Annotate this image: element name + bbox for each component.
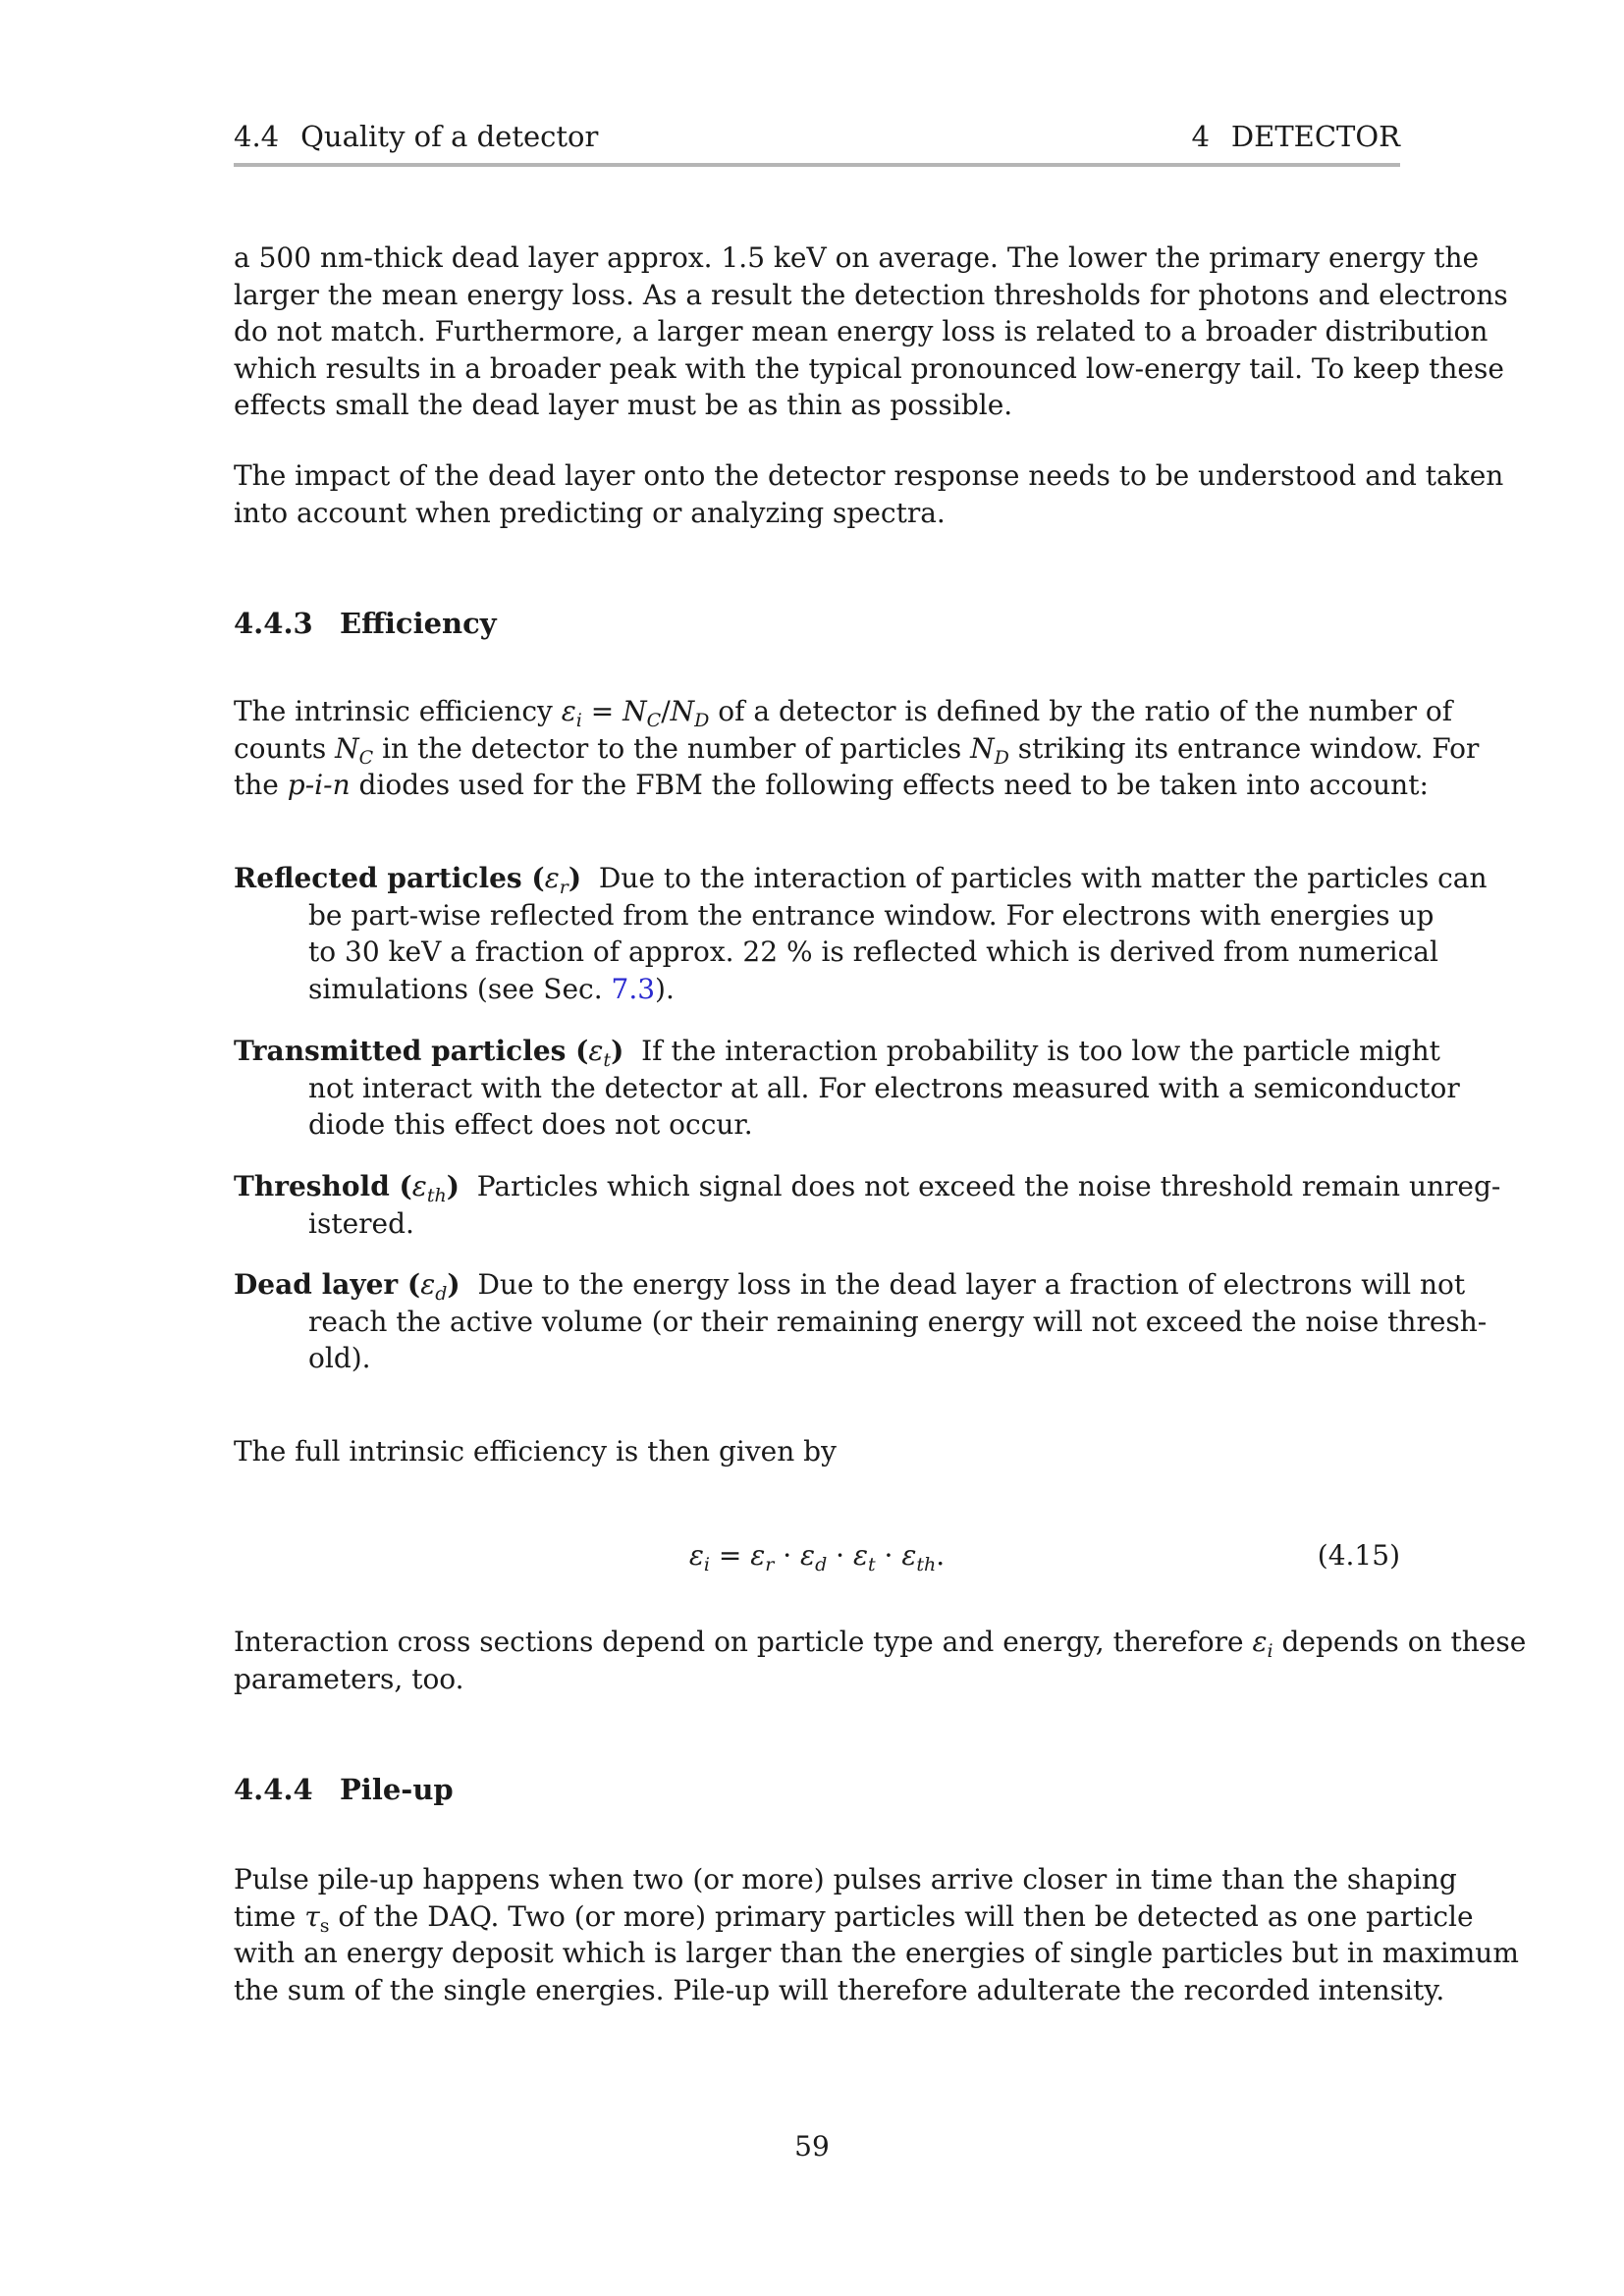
effect-threshold — [234, 1168, 1501, 1242]
text-run: of the DAQ. Two (or more) primary particles will then be detected as one particle — [329, 1899, 1474, 1933]
paragraph-line: the sum of the single energies. Pile-up will therefore adulterate the recorded intensity. — [234, 1973, 1445, 2006]
math-subscript: s — [319, 1914, 330, 1937]
math-subscript: i — [703, 1554, 710, 1575]
math-symbol: N — [335, 731, 359, 765]
paragraph-line: The full intrinsic efficiency is then given by — [234, 1435, 837, 1468]
math-operator: = — [581, 695, 623, 727]
text-run: counts — [234, 731, 336, 765]
effect-first-line — [234, 1168, 1501, 1206]
full-efficiency-paragraph — [234, 1433, 1400, 1470]
effect-first-line — [234, 1033, 1440, 1071]
math-subscript: th — [916, 1554, 937, 1575]
effect-term: Threshold ( — [234, 1170, 412, 1202]
paragraph-line: Pulse pile-up happens when two (or more) pulses arrive closer in time than the shaping — [234, 1863, 1457, 1896]
math-subscript: d — [435, 1283, 448, 1305]
effect-line: be part-wise reflected from the entrance window. For electrons with energies up — [308, 898, 1435, 932]
math-symbol: ε — [411, 1170, 427, 1202]
math-operator: = — [709, 1539, 751, 1572]
section-heading-efficiency — [234, 607, 497, 640]
text-run: simulations (see Sec. — [308, 972, 612, 1005]
intro-paragraph — [234, 240, 1508, 424]
text-run: The intrinsic efficiency — [234, 695, 562, 727]
math-subscript: r — [559, 877, 568, 898]
math-operator: . — [936, 1539, 946, 1572]
equation-body — [234, 1539, 1400, 1575]
section-number: 4.4.3 — [234, 607, 313, 640]
section-title: Pile-up — [340, 1773, 454, 1806]
header-section — [234, 120, 598, 153]
effect-term-close: ) — [447, 1268, 460, 1301]
math-symbol: ε — [901, 1539, 917, 1572]
math-operator: · — [827, 1539, 853, 1572]
effect-text: Particles which signal does not exceed the noise threshold remain unreg- — [476, 1170, 1501, 1202]
math-symbol: ε — [852, 1539, 868, 1572]
math-subscript: C — [646, 710, 662, 731]
math-subscript: D — [994, 746, 1009, 769]
effect-line: old). — [308, 1342, 371, 1375]
effect-dead-layer — [234, 1266, 1488, 1377]
math-symbol: ε — [1252, 1626, 1268, 1658]
text-run: the — [234, 769, 288, 802]
equation-number: (4.15) — [1317, 1539, 1400, 1572]
math-subscript: D — [694, 710, 710, 731]
effect-line: not interact with the detector at all. For electrons measured with a semiconductor — [308, 1071, 1460, 1104]
math-subscript: C — [358, 746, 374, 769]
equation-4-15 — [234, 1539, 1400, 1578]
paragraph-line: do not match. Furthermore, a larger mean energy loss is related to a broader distribution — [234, 315, 1489, 348]
paragraph-line: into account when predicting or analyzing spectra. — [234, 496, 946, 529]
text-run: depends on these — [1272, 1626, 1527, 1658]
text-run: ). — [655, 972, 675, 1005]
impact-paragraph — [234, 457, 1504, 531]
effect-term-close: ) — [568, 862, 582, 894]
effect-term: Dead layer ( — [234, 1268, 421, 1301]
math-symbol: τ — [304, 1899, 320, 1933]
effect-line: istered. — [308, 1206, 414, 1240]
math-symbol: N — [623, 695, 647, 727]
text-run: time — [234, 1899, 305, 1933]
math-symbol: ε — [420, 1268, 436, 1301]
paragraph-line: The impact of the dead layer onto the detector response needs to be understood and taken — [234, 459, 1504, 492]
math-symbol: p-i-n — [287, 769, 351, 802]
effect-term: Transmitted particles ( — [234, 1035, 589, 1067]
section-title: Efficiency — [340, 607, 497, 640]
text-run: striking its entrance window. For — [1008, 731, 1480, 765]
paragraph-line: with an energy deposit which is larger than the energies of single particles but in maximum — [234, 1937, 1519, 1970]
math-subscript: th — [426, 1185, 447, 1206]
effect-line: reach the active volume (or their remaining energy will not exceed the noise thresh- — [308, 1305, 1488, 1338]
math-symbol: ε — [688, 1539, 704, 1572]
effect-first-line — [234, 860, 1488, 898]
paragraph-line — [234, 767, 1429, 804]
text-run: of a detector is defined by the ratio of the number of — [709, 695, 1453, 727]
paragraph-line: effects small the dead layer must be as thin as possible. — [234, 389, 1013, 422]
math-subscript: i — [575, 710, 582, 731]
paragraph-line: which results in a broader peak with the typical pronounced low-energy tail. To keep these — [234, 351, 1504, 385]
page-number: 59 — [794, 2130, 830, 2163]
effect-term-close: ) — [446, 1170, 460, 1202]
effect-term-close: ) — [611, 1035, 624, 1067]
math-subscript: r — [765, 1554, 775, 1575]
paragraph-line: larger the mean energy loss. As a result the detection thresholds for photons and electrons — [234, 278, 1508, 311]
running-header — [234, 120, 1400, 167]
header-section-title: Quality of a detector — [300, 120, 599, 153]
paragraph-line: a 500 nm-thick dead layer approx. 1.5 keV on average. The lower the primary energy the — [234, 241, 1480, 274]
math-symbol: ε — [561, 695, 576, 727]
header-chapter-title: DETECTOR — [1230, 120, 1400, 153]
cross-section-paragraph — [234, 1624, 1527, 1697]
header-section-number: 4.4 — [234, 120, 280, 153]
paragraph-line: parameters, too. — [234, 1662, 464, 1695]
effect-text: Due to the interaction of particles with matter the particles can — [598, 862, 1488, 894]
math-symbol: N — [970, 731, 995, 765]
section-reference-link[interactable]: 7.3 — [611, 972, 656, 1005]
math-subscript: i — [1267, 1640, 1273, 1662]
math-symbol: N — [670, 695, 695, 727]
pileup-paragraph — [234, 1861, 1519, 2008]
efficiency-paragraph — [234, 693, 1480, 804]
header-chapter — [1191, 120, 1400, 153]
effect-text: Due to the energy loss in the dead layer a fraction of electrons will not — [477, 1268, 1466, 1301]
text-run: Interaction cross sections depend on particle type and energy, therefore — [234, 1626, 1253, 1658]
paragraph-line — [234, 730, 1480, 769]
effect-term: Reflected particles ( — [234, 862, 545, 894]
paragraph-line — [234, 1898, 1474, 1937]
math-symbol: ε — [750, 1539, 766, 1572]
math-symbol: ε — [588, 1035, 604, 1067]
math-symbol: ε — [544, 862, 560, 894]
paragraph-line — [234, 693, 1453, 731]
effect-first-line — [234, 1266, 1466, 1305]
effect-transmitted-particles — [234, 1033, 1460, 1144]
header-chapter-number: 4 — [1191, 120, 1210, 153]
math-operator: · — [774, 1539, 801, 1572]
math-operator: · — [875, 1539, 902, 1572]
section-heading-pileup — [234, 1773, 454, 1806]
effect-line: diode this effect does not occur. — [308, 1108, 753, 1142]
paragraph-line — [234, 1624, 1527, 1662]
math-subscript: t — [603, 1049, 612, 1071]
effect-text: If the interaction probability is too low the particle might — [641, 1035, 1440, 1067]
math-subscript: d — [815, 1554, 828, 1575]
math-subscript: t — [867, 1554, 876, 1575]
math-symbol: ε — [800, 1539, 816, 1572]
effect-reflected-particles — [234, 860, 1488, 1007]
text-run: diodes used for the FBM the following effects need to be taken into account: — [350, 769, 1429, 802]
effect-line — [234, 971, 1400, 1008]
math-operator: / — [661, 695, 671, 727]
section-number: 4.4.4 — [234, 1773, 313, 1806]
effect-line: to 30 keV a fraction of approx. 22 % is reflected which is derived from numerical — [308, 935, 1438, 969]
text-run: in the detector to the number of particles — [373, 731, 971, 765]
